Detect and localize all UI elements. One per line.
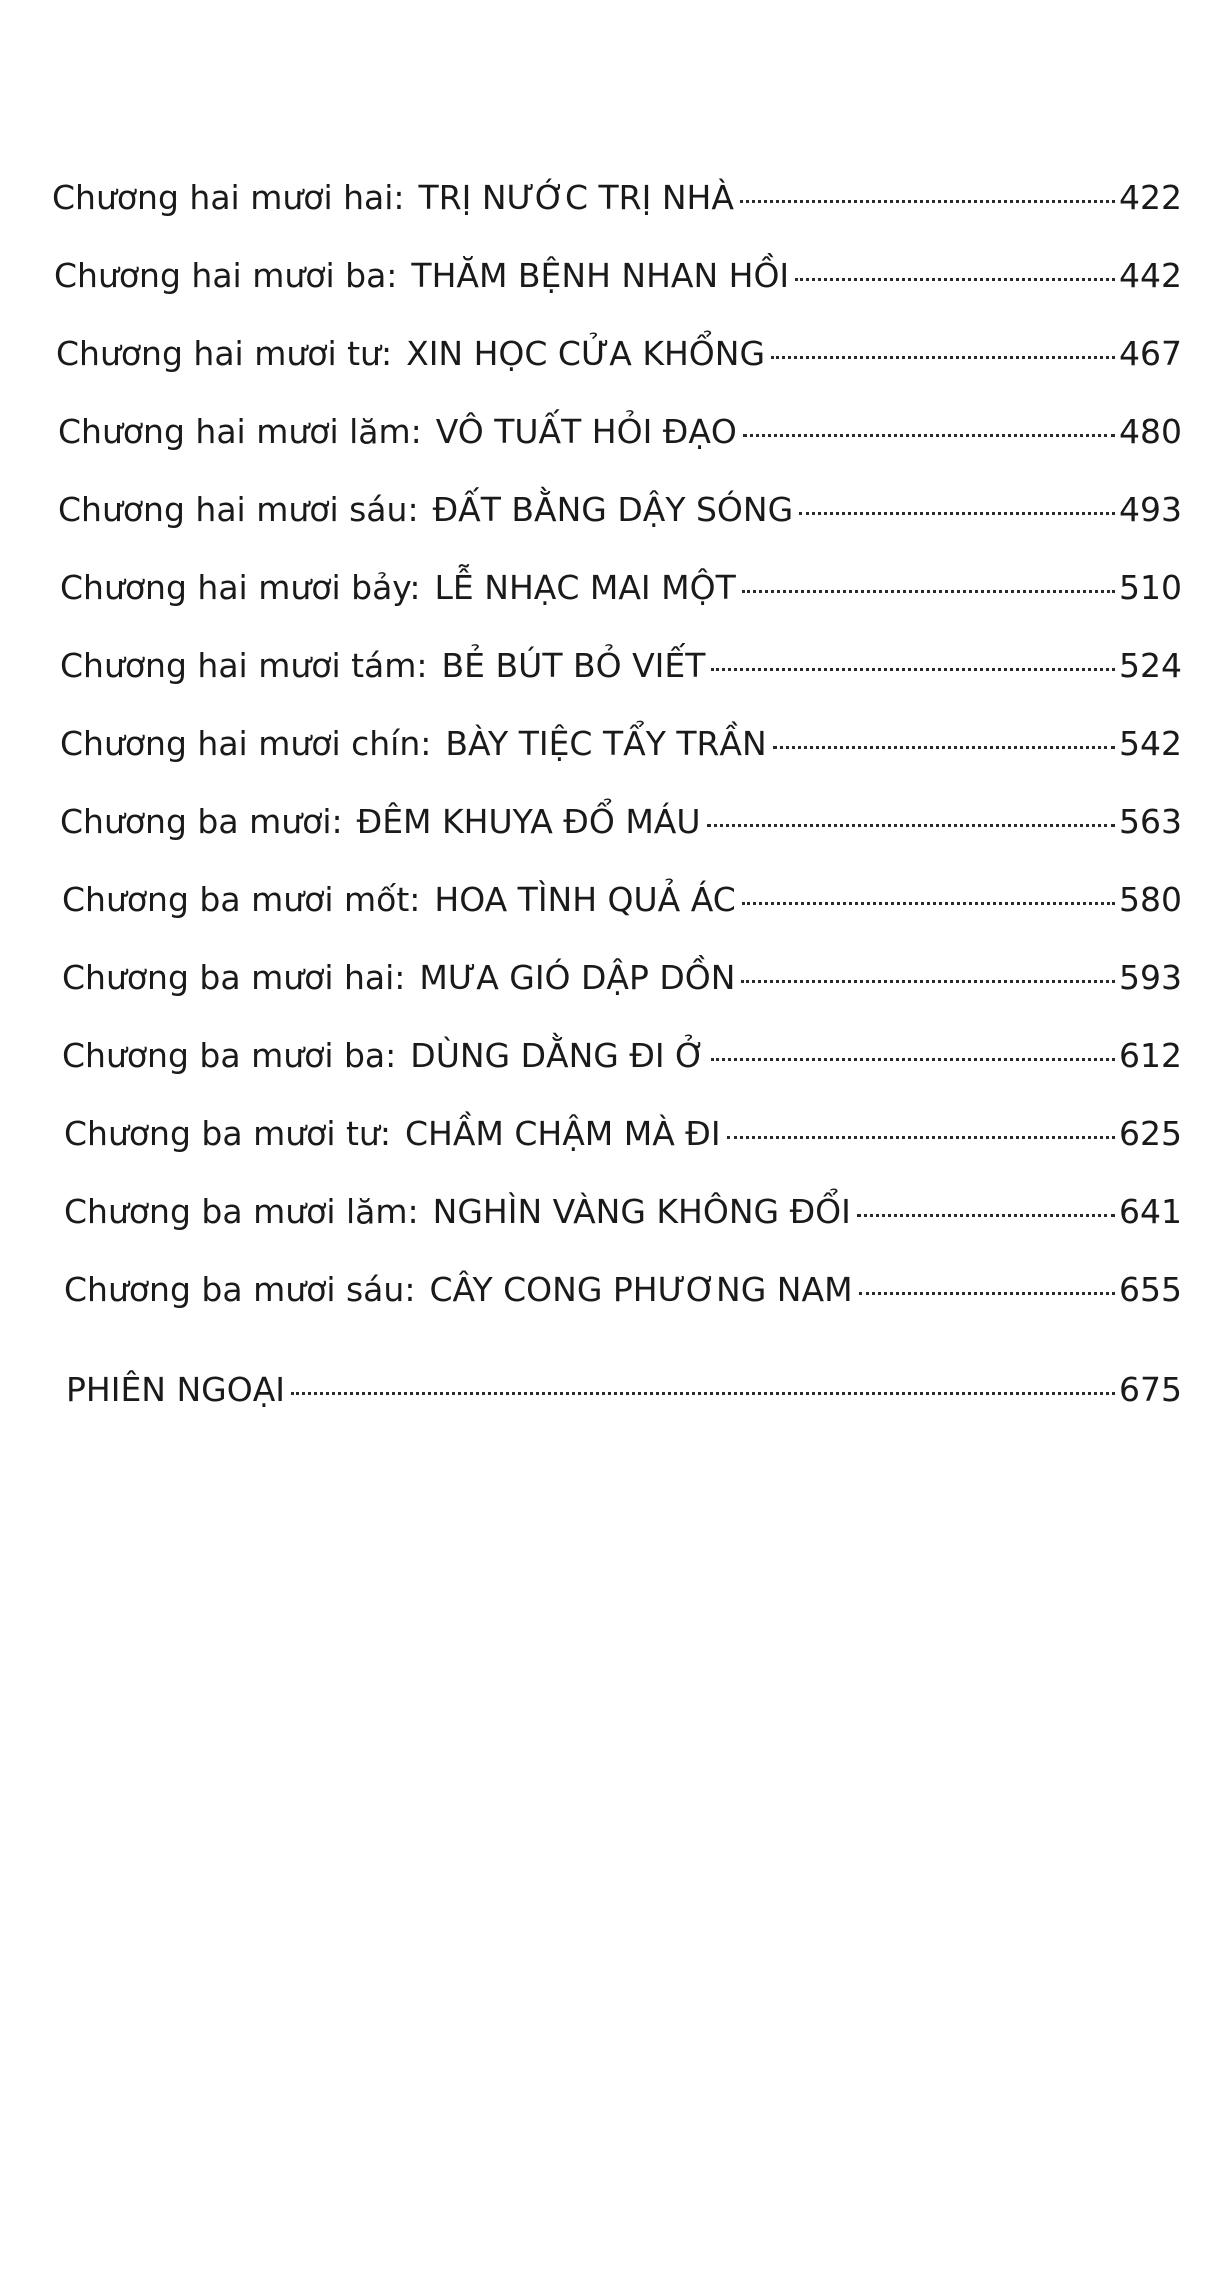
dot-leader xyxy=(771,356,1115,359)
toc-entry-title: BÀY TIỆC TẨY TRẦN xyxy=(445,724,767,763)
toc-entry-prefix: Chương hai mươi tư: xyxy=(56,334,393,373)
toc-entry-page: 422 xyxy=(1119,178,1182,217)
toc-entry-33 xyxy=(62,1036,1182,1088)
dot-leader xyxy=(727,1136,1115,1139)
toc-entry-title: HOA TÌNH QUẢ ÁC xyxy=(434,880,736,919)
toc-entry-prefix: Chương ba mươi lăm: xyxy=(64,1192,419,1231)
toc-entry-page: 563 xyxy=(1119,802,1182,841)
toc-entry-22 xyxy=(52,178,1182,230)
toc-entry-prefix: Chương hai mươi chín: xyxy=(60,724,432,763)
toc-entry-prefix: Chương hai mươi bảy: xyxy=(60,568,421,607)
toc-entry-35 xyxy=(64,1192,1182,1244)
toc-entry-prefix: Chương ba mươi ba: xyxy=(62,1036,397,1075)
toc-entry-28 xyxy=(60,646,1182,698)
toc-entry-32 xyxy=(62,958,1182,1010)
toc-entry-title: PHIÊN NGOẠI xyxy=(66,1370,286,1409)
toc-entry-36 xyxy=(64,1270,1182,1322)
toc-entry-prefix: Chương ba mươi: xyxy=(60,802,343,841)
toc-entry-title: VÔ TUẤT HỎI ĐẠO xyxy=(435,412,737,451)
toc-entry-30 xyxy=(60,802,1182,854)
toc-entry-title: DÙNG DẰNG ĐI Ở xyxy=(410,1036,706,1075)
toc-entry-prefix: Chương ba mươi tư: xyxy=(64,1114,391,1153)
toc-entry-epilogue xyxy=(66,1370,1182,1422)
toc-entry-prefix: Chương hai mươi sáu: xyxy=(58,490,419,529)
toc-entry-page: 510 xyxy=(1119,568,1182,607)
toc-entry-page: 480 xyxy=(1119,412,1182,451)
toc-entry-31 xyxy=(62,880,1182,932)
dot-leader xyxy=(773,746,1115,749)
dot-leader xyxy=(799,512,1115,515)
toc-entry-prefix: Chương hai mươi tám: xyxy=(60,646,428,685)
dot-leader xyxy=(795,278,1115,281)
toc-entry-title: ĐÊM KHUYA ĐỔ MÁU xyxy=(356,802,701,841)
toc-entry-page: 612 xyxy=(1119,1036,1182,1075)
toc-entry-title: TRỊ NƯỚC TRỊ NHÀ xyxy=(418,178,734,217)
dot-leader xyxy=(740,200,1115,203)
dot-leader xyxy=(859,1292,1115,1295)
toc-entry-page: 580 xyxy=(1119,880,1182,919)
toc-entry-prefix: Chương hai mươi hai: xyxy=(52,178,405,217)
toc-entry-page: 493 xyxy=(1119,490,1182,529)
toc-entry-page: 542 xyxy=(1119,724,1182,763)
toc-entry-25 xyxy=(58,412,1182,464)
toc-entry-page: 641 xyxy=(1119,1192,1182,1231)
toc-entry-27 xyxy=(60,568,1182,620)
dot-leader xyxy=(743,434,1115,437)
toc-entry-page: 593 xyxy=(1119,958,1182,997)
toc-entry-title: CHẦM CHẬM MÀ ĐI xyxy=(404,1114,721,1153)
toc-entry-page: 442 xyxy=(1119,256,1182,295)
dot-leader xyxy=(742,902,1115,905)
toc-entry-title: THĂM BỆNH NHAN HỒI xyxy=(411,256,790,295)
toc-entry-23 xyxy=(54,256,1182,308)
toc-entry-page: 675 xyxy=(1119,1370,1182,1409)
dot-leader xyxy=(707,824,1115,827)
dot-leader xyxy=(857,1214,1115,1217)
toc-entry-title: LỄ NHẠC MAI MỘT xyxy=(434,568,736,607)
toc-entry-26 xyxy=(58,490,1182,542)
toc-entry-34 xyxy=(64,1114,1182,1166)
dot-leader xyxy=(711,1058,1115,1061)
toc-entry-prefix: Chương ba mươi sáu: xyxy=(64,1270,416,1309)
toc-entry-29 xyxy=(60,724,1182,776)
toc-entry-title: MƯA GIÓ DẬP DỒN xyxy=(419,958,736,997)
toc-entry-page: 524 xyxy=(1119,646,1182,685)
dot-leader xyxy=(291,1392,1115,1395)
dot-leader xyxy=(711,668,1115,671)
toc-entry-24 xyxy=(56,334,1182,386)
toc-entry-title: CÂY CONG PHƯƠNG NAM xyxy=(429,1270,853,1309)
toc-entry-prefix: Chương ba mươi hai: xyxy=(62,958,406,997)
toc-entry-prefix: Chương ba mươi mốt: xyxy=(62,880,421,919)
toc-entry-prefix: Chương hai mươi lăm: xyxy=(58,412,422,451)
toc-entry-page: 655 xyxy=(1119,1270,1182,1309)
toc-entry-page: 625 xyxy=(1119,1114,1182,1153)
toc-entry-title: NGHÌN VÀNG KHÔNG ĐỔI xyxy=(432,1192,851,1231)
toc-entry-title: ĐẤT BẰNG DẬY SÓNG xyxy=(432,490,794,529)
toc-entry-page: 467 xyxy=(1119,334,1182,373)
dot-leader xyxy=(742,590,1115,593)
toc-entry-title: XIN HỌC CỬA KHỔNG xyxy=(406,334,766,373)
toc-entry-prefix: Chương hai mươi ba: xyxy=(54,256,398,295)
toc-entry-title: BẺ BÚT BỎ VIẾT xyxy=(441,646,706,685)
dot-leader xyxy=(741,980,1115,983)
